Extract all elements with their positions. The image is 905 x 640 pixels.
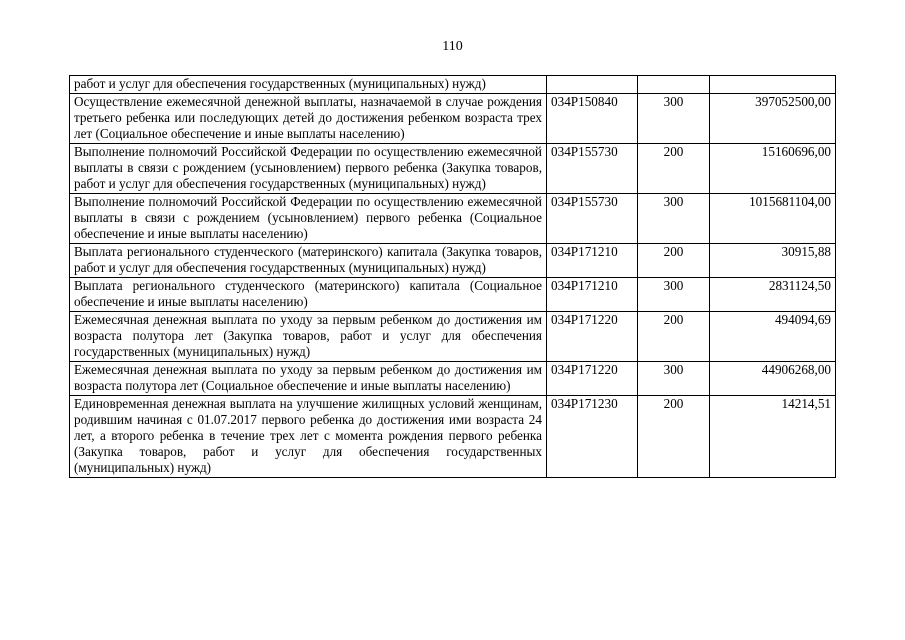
table-row: [70, 144, 836, 194]
amount-cell: 15160696,00: [710, 144, 836, 194]
amount-cell: [710, 76, 836, 94]
target-code-cell: 034P155730: [547, 194, 638, 244]
expense-name-cell: Ежемесячная денежная выплата по уходу за первым ребенком до достижения им возраста полутора лет (Закупка товаров, работ и услуг для обеспечения государственных (муниципальных) нужд): [70, 312, 547, 362]
expense-type-cell: 200: [638, 144, 710, 194]
target-code-cell: 034P171210: [547, 278, 638, 312]
target-code-cell: [547, 76, 638, 94]
amount-cell: 2831124,50: [710, 278, 836, 312]
target-code-cell: 034P150840: [547, 94, 638, 144]
target-code-cell: 034P171210: [547, 244, 638, 278]
expense-name-cell: Единовременная денежная выплата на улучшение жилищных условий женщинам, родившим начиная с 01.07.2017 первого ребенка до достижения ими возраста 24 лет, а второго ребенка в течение трех лет с момента рождения первого ребенка (Закупка товаров, работ и услуг для обеспечения государственных (муниципальных) нужд): [70, 396, 547, 478]
expense-name-cell: Выплата регионального студенческого (материнского) капитала (Закупка товаров, работ и услуг для обеспечения государственных (муниципальных) нужд): [70, 244, 547, 278]
expense-name-cell: Осуществление ежемесячной денежной выплаты, назначаемой в случае рождения третьего ребенка или последующих детей до достижения ребенком возраста трех лет (Социальное обеспечение и иные выплаты населению): [70, 94, 547, 144]
target-code-cell: 034P171230: [547, 396, 638, 478]
expense-type-cell: 300: [638, 94, 710, 144]
page-number: 110: [442, 39, 463, 54]
amount-cell: 1015681104,00: [710, 194, 836, 244]
expense-name-cell: Ежемесячная денежная выплата по уходу за первым ребенком до достижения им возраста полутора лет (Социальное обеспечение и иные выплаты населению): [70, 362, 547, 396]
expense-type-cell: 200: [638, 312, 710, 362]
table-row: [70, 76, 836, 94]
expense-type-cell: 200: [638, 396, 710, 478]
expense-name-cell: Выплата регионального студенческого (материнского) капитала (Социальное обеспечение и иные выплаты населению): [70, 278, 547, 312]
table-row: [70, 312, 836, 362]
expense-name-cell: Выполнение полномочий Российской Федерации по осуществлению ежемесячной выплаты в связи с рождением (усыновлением) первого ребенка (Закупка товаров, работ и услуг для обеспечения государственных (муниципальных) нужд): [70, 144, 547, 194]
target-code-cell: 034P155730: [547, 144, 638, 194]
expense-name-cell: работ и услуг для обеспечения государственных (муниципальных) нужд): [70, 76, 547, 94]
amount-cell: 397052500,00: [710, 94, 836, 144]
table-row: [70, 362, 836, 396]
expense-type-cell: 300: [638, 362, 710, 396]
amount-cell: 14214,51: [710, 396, 836, 478]
amount-cell: 30915,88: [710, 244, 836, 278]
table-row: [70, 396, 836, 478]
expense-type-cell: 200: [638, 244, 710, 278]
expense-type-cell: 300: [638, 194, 710, 244]
target-code-cell: 034P171220: [547, 312, 638, 362]
table-row: [70, 94, 836, 144]
amount-cell: 44906268,00: [710, 362, 836, 396]
expense-name-cell: Выполнение полномочий Российской Федерации по осуществлению ежемесячной выплаты в связи с рождением (усыновлением) первого ребенка (Социальное обеспечение и иные выплаты населению): [70, 194, 547, 244]
expense-type-cell: [638, 76, 710, 94]
table-row: [70, 244, 836, 278]
table-row: [70, 194, 836, 244]
budget-table: [69, 75, 836, 478]
table-row: [70, 278, 836, 312]
amount-cell: 494094,69: [710, 312, 836, 362]
expense-type-cell: 300: [638, 278, 710, 312]
target-code-cell: 034P171220: [547, 362, 638, 396]
